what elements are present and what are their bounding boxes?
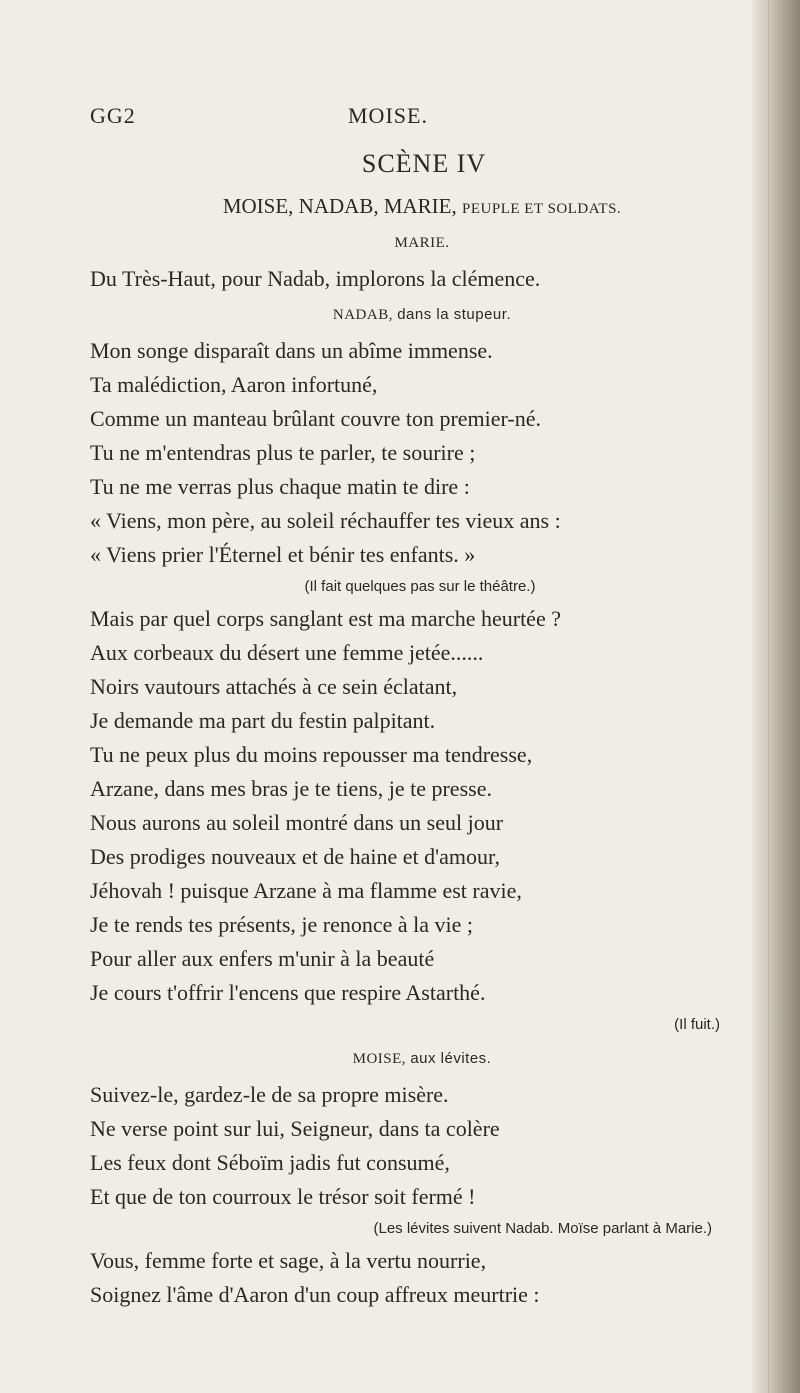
- speaker-name: MOISE,: [352, 1051, 407, 1067]
- page-header: [90, 103, 690, 133]
- verse-line: Ne verse point sur lui, Seigneur, dans ta colère: [90, 1116, 500, 1141]
- verse-line: Arzane, dans mes bras je te tiens, je te presse.: [90, 776, 492, 801]
- verse-line: Je te rends tes présents, je renonce à la vie ;: [90, 912, 474, 937]
- verse-line: « Viens, mon père, au soleil réchauffer tes vieux ans :: [90, 508, 561, 533]
- verse-block-nadab-2: [90, 602, 730, 1010]
- verse-line: Tu ne me verras plus chaque matin te dire :: [90, 474, 470, 499]
- characters-main: MOISE, NADAB, MARIE,: [222, 194, 457, 218]
- speaker-note: dans la stupeur.: [397, 306, 512, 323]
- verse-line: Tu ne peux plus du moins repousser ma tendresse,: [90, 742, 533, 767]
- verse-line: « Viens prier l'Éternel et bénir tes enfants. »: [90, 542, 476, 567]
- verse-line: Des prodiges nouveaux et de haine et d'amour,: [90, 844, 500, 869]
- verse-line: Ta malédiction, Aaron infortuné,: [90, 372, 378, 397]
- page-body: [90, 140, 730, 1312]
- speaker-moise: [90, 1040, 730, 1078]
- page-edge-shadow: [752, 0, 800, 1393]
- verse-line: Je demande ma part du festin palpitant.: [90, 708, 436, 733]
- verse-line: Tu ne m'entendras plus te parler, te sourire ;: [90, 440, 476, 465]
- speaker-name: NADAB,: [332, 307, 393, 323]
- verse-line: Mais par quel corps sanglant est ma marche heurtée ?: [90, 606, 561, 631]
- verse-line: Je cours t'offrir l'encens que respire Astarthé.: [90, 980, 486, 1005]
- speaker-nadab: [90, 296, 730, 334]
- running-title: MOISE.: [348, 103, 428, 128]
- scene-title: SCÈNE IV: [361, 149, 487, 178]
- verse-line: Les feux dont Séboïm jadis fut consumé,: [90, 1150, 450, 1175]
- verse-line: Nous aurons au soleil montré dans un seul jour: [90, 810, 504, 835]
- verse-line: Comme un manteau brûlant couvre ton premier-né.: [90, 406, 542, 431]
- stage-direction: (Les lévites suivent Nadab. Moïse parlant à Marie.): [373, 1220, 712, 1237]
- verse-block-nadab-1: [90, 334, 730, 572]
- speaker-marie: MARIE.: [394, 235, 450, 251]
- verse-block-moise-2: [90, 1244, 730, 1312]
- verse-line: Vous, femme forte et sage, à la vertu nourrie,: [90, 1248, 487, 1273]
- verse-line: Et que de ton courroux le trésor soit fermé !: [90, 1184, 476, 1209]
- verse-line: Suivez-le, gardez-le de sa propre misère.: [90, 1082, 449, 1107]
- verse-line: Aux corbeaux du désert une femme jetée......: [90, 640, 484, 665]
- stage-direction: (Il fuit.): [674, 1016, 720, 1033]
- verse-block-moise-1: [90, 1078, 730, 1214]
- page-number: GG2: [90, 103, 136, 128]
- verse-line: Pour aller aux enfers m'unir à la beauté: [90, 946, 435, 971]
- speaker-note: aux lévites.: [410, 1050, 492, 1067]
- verse-line: Jéhovah ! puisque Arzane à ma flamme est ravie,: [90, 878, 522, 903]
- scene-characters: [90, 188, 730, 224]
- characters-extra: PEUPLE ET SOLDATS.: [462, 201, 622, 217]
- verse-line: Noirs vautours attachés à ce sein éclatant,: [90, 674, 458, 699]
- verse-line: Mon songe disparaît dans un abîme immense.: [90, 338, 493, 363]
- verse-line: Soignez l'âme d'Aaron d'un coup affreux meurtrie :: [90, 1282, 540, 1307]
- stage-direction: (Il fait quelques pas sur le théâtre.): [304, 578, 536, 595]
- verse-line: Du Très-Haut, pour Nadab, implorons la clémence.: [90, 266, 541, 291]
